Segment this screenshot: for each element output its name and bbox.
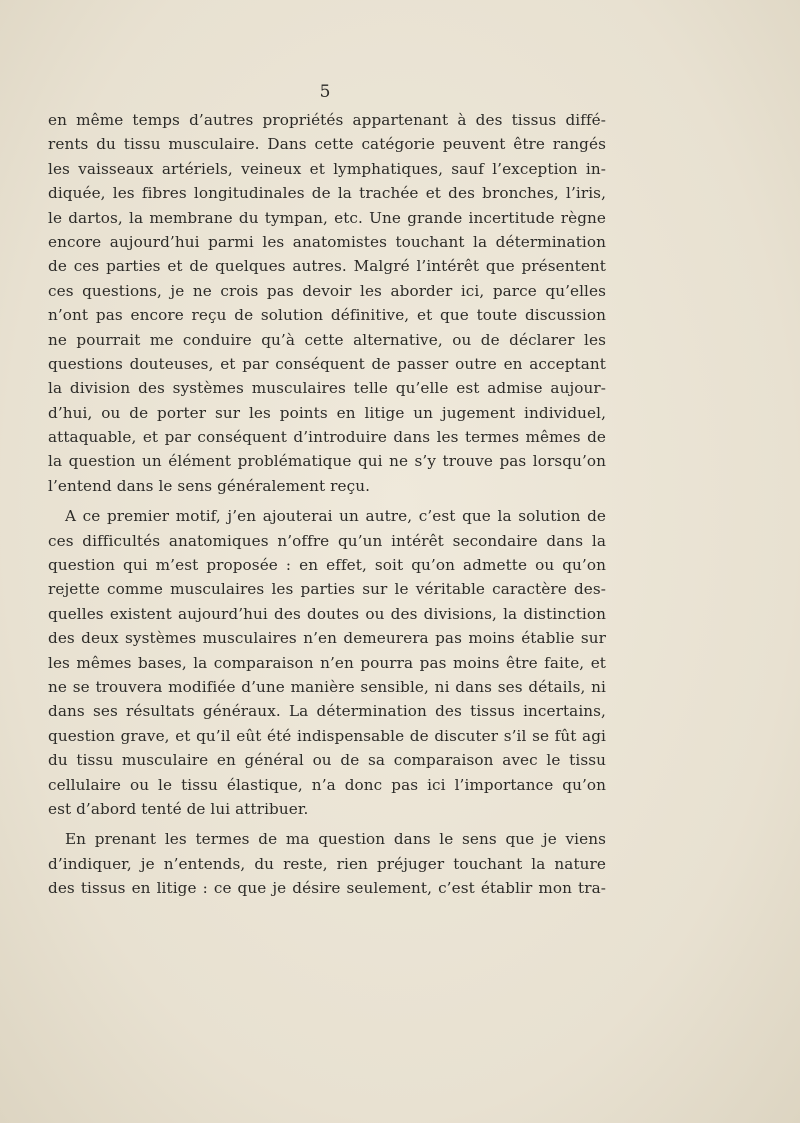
text-line: quelles existent aujourd’hui des doutes ou des divisions, la distinction bbox=[48, 604, 606, 623]
text-line: est d’abord tenté de lui attribuer. bbox=[48, 799, 309, 818]
text-line: de ces parties et de quelques autres. Malgré l’intérêt que présentent bbox=[48, 257, 606, 276]
text-line: le dartos, la membrane du tympan, etc. Une grande incertitude règne bbox=[48, 208, 606, 227]
text-line: des tissus en litige : ce que je désire seulement, c’est établir mon tra- bbox=[48, 879, 606, 898]
text-line: ne pourrait me conduire qu’à cette alternative, ou de déclarer les bbox=[48, 330, 606, 349]
text-line: les mêmes bases, la comparaison n’en pourra pas moins être faite, et bbox=[48, 653, 606, 672]
text-line: rents du tissu musculaire. Dans cette catégorie peuvent être rangés bbox=[48, 135, 606, 154]
text-line: en même temps d’autres propriétés appartenant à des tissus diffé- bbox=[48, 111, 606, 129]
text-line: l’entend dans le sens généralement reçu. bbox=[48, 476, 371, 495]
text-line: ces questions, je ne crois pas devoir les aborder ici, parce qu’elles bbox=[48, 281, 606, 300]
text-line: cellulaire ou le tissu élastique, n’a donc pas ici l’importance qu’on bbox=[48, 775, 606, 794]
text-line: la question un élément problématique qui ne s’y trouve pas lorsqu’on bbox=[48, 452, 606, 471]
text-line: les vaisseaux artériels, veineux et lymphatiques, sauf l’exception in- bbox=[48, 159, 606, 178]
paragraph-3 bbox=[48, 827, 606, 900]
text-line: ces difficultés anatomiques n’offre qu’un intérêt secondaire dans la bbox=[48, 531, 606, 550]
text-line: la division des systèmes musculaires telle qu’elle est admise aujour- bbox=[48, 379, 606, 398]
text-line: d’indiquer, je n’entends, du reste, rien préjuger touchant la nature bbox=[48, 854, 606, 873]
text-line: question qui m’est proposée : en effet, soit qu’on admette ou qu’on bbox=[48, 556, 606, 575]
text-line: A ce premier motif, j’en ajouterai un autre, c’est que la solution de bbox=[65, 507, 606, 526]
page-number: 5 bbox=[319, 82, 331, 102]
body-text bbox=[48, 108, 606, 901]
text-line: ne se trouvera modifiée d’une manière sensible, ni dans ses détails, ni bbox=[48, 677, 606, 696]
text-line: dans ses résultats généraux. La détermination des tissus incertains, bbox=[48, 702, 606, 721]
paragraph-2 bbox=[48, 504, 606, 821]
text-line: attaquable, et par conséquent d’introduire dans les termes mêmes de bbox=[48, 428, 606, 447]
text-line: rejette comme musculaires les parties sur le véritable caractère des- bbox=[48, 580, 606, 599]
text-line: encore aujourd’hui parmi les anatomistes touchant la détermination bbox=[48, 232, 606, 251]
text-line: n’ont pas encore reçu de solution définitive, et que toute discussion bbox=[48, 306, 606, 325]
text-line: d’hui, ou de porter sur les points en litige un jugement individuel, bbox=[48, 403, 606, 422]
paragraph-1 bbox=[48, 108, 606, 498]
text-line: diquée, les fibres longitudinales de la trachée et des bronches, l’iris, bbox=[48, 184, 606, 203]
text-line: questions douteuses, et par conséquent de passer outre en acceptant bbox=[48, 354, 606, 373]
text-line: des deux systèmes musculaires n’en demeurera pas moins établie sur bbox=[48, 629, 606, 648]
text-line: En prenant les termes de ma question dans le sens que je viens bbox=[65, 830, 606, 849]
text-line: question grave, et qu’il eût été indispensable de discuter s’il se fût agi bbox=[48, 726, 606, 745]
text-line: du tissu musculaire en général ou de sa comparaison avec le tissu bbox=[48, 751, 606, 770]
